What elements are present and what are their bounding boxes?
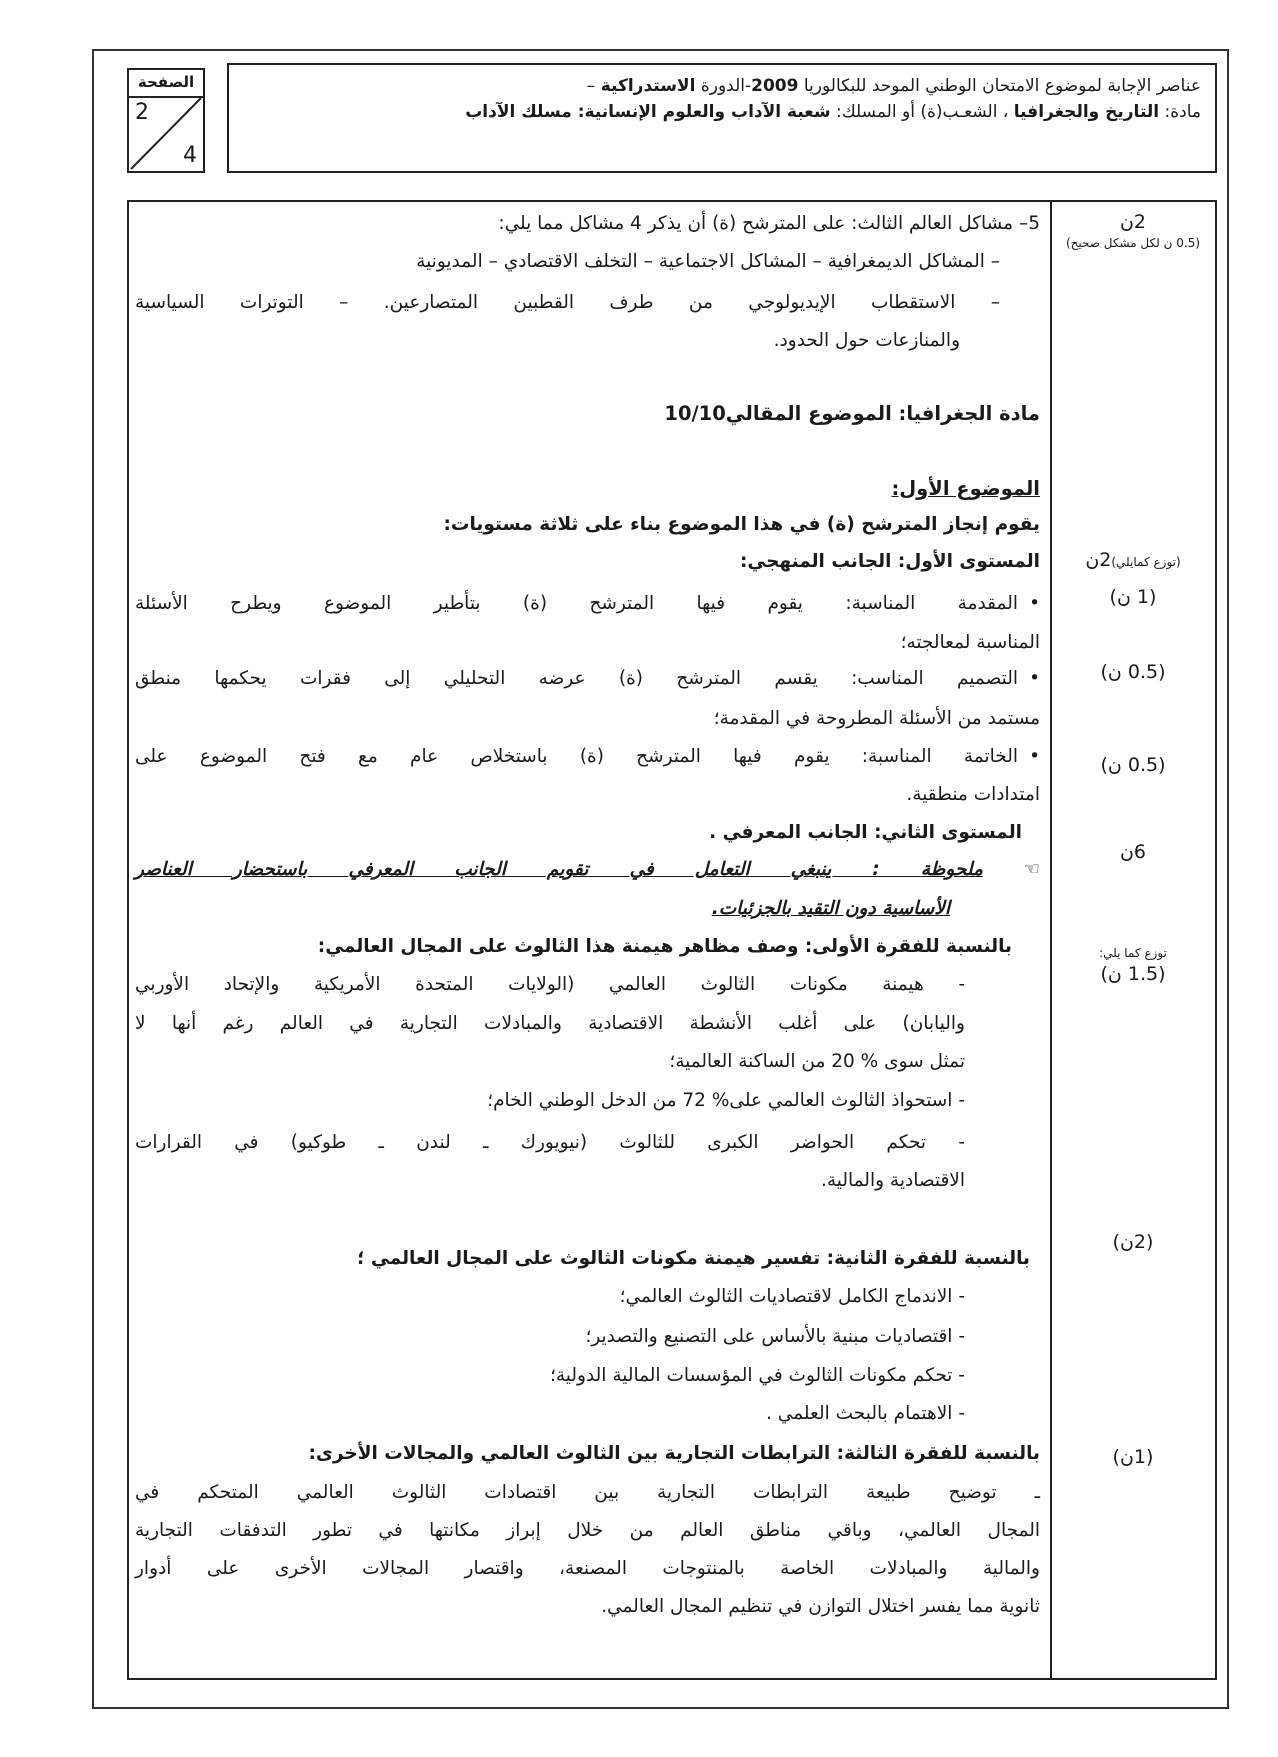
subject: التاريخ والجغرافيا bbox=[1013, 102, 1160, 122]
score-note: (توزع كمايلي) bbox=[1111, 555, 1181, 569]
p3-line-2: المجال العالمي، وباقي مناطق العالم من خلال إبراز مكانتها في تطور التدفقات التجارية bbox=[135, 1520, 1040, 1541]
bullet-icon: • bbox=[1029, 593, 1040, 614]
p1-item-1-cont2: تمثل سوى % 20 من الساكنة العالمية؛ bbox=[669, 1051, 965, 1072]
score-para-3: (1ن) bbox=[1112, 1446, 1154, 1468]
title-suffix: – bbox=[586, 76, 601, 96]
score-level-1 bbox=[1058, 548, 1208, 572]
p2-item-3: - تحكم مكونات الثالوث في المؤسسات المالية الدولية؛ bbox=[550, 1365, 965, 1386]
p2-item-4: - الاهتمام بالبحث العلمي . bbox=[766, 1403, 965, 1424]
exam-year: 2009 bbox=[751, 76, 799, 96]
title-line-2 bbox=[243, 99, 1201, 125]
plan-item-text: التصميم المناسب: يقسم المترشح (ة) عرضه التحليلي إلى فقرات يحكمها منطق bbox=[135, 668, 1018, 689]
p1-item-2: - استحواذ الثالوث العالمي على% 72 من الدخل الوطني الخام؛ bbox=[487, 1090, 965, 1111]
topic-1-title: الموضوع الأول: bbox=[891, 477, 1040, 500]
bullet-icon: • bbox=[1029, 668, 1040, 689]
para-2-heading: بالنسبة للفقرة الثانية: تفسير هيمنة مكونات الثالوث على المجال العالمي ؛ bbox=[357, 1248, 1030, 1269]
levels-intro: يقوم إنجاز المترشح (ة) في هذا الموضوع بناء على ثلاثة مستويات: bbox=[443, 514, 1040, 535]
score-note: توزع كما يلي: bbox=[1099, 946, 1167, 960]
p2-item-2: - اقتصاديات مبنية بالأساس على التصنيع والتصدير؛ bbox=[585, 1326, 965, 1347]
title-prefix: عناصر الإجابة لموضوع الامتحان الوطني الموحد للبكالوريا bbox=[798, 76, 1201, 96]
bullet-icon: • bbox=[1029, 746, 1040, 767]
conclusion-item bbox=[135, 738, 1040, 776]
para-3-heading: بالنسبة للفقرة الثالثة: الترابطات التجارية بين الثالوث العالمي والمجالات الأخرى: bbox=[308, 1443, 1040, 1464]
score-value: 2ن bbox=[1119, 211, 1147, 233]
geo-heading: مادة الجغرافيا: الموضوع المقالي10/10 bbox=[664, 402, 1040, 425]
subject-prefix: مادة: bbox=[1159, 102, 1201, 122]
q5-title: 5– مشاكل العالم الثالث: على المترشح (ة) أن يذكر 4 مشاكل مما يلي: bbox=[498, 213, 1040, 234]
score-q5 bbox=[1058, 210, 1208, 252]
score-para-1 bbox=[1058, 944, 1208, 986]
score-level-2: 6ن bbox=[1119, 841, 1147, 863]
note-text: ملحوظة : ينبغي التعامل في تقويم الجانب المعرفي باستحضار العناصر bbox=[135, 859, 983, 880]
plan-item-cont: مستمد من الأسئلة المطروحة في المقدمة؛ bbox=[713, 708, 1040, 729]
plan-item bbox=[135, 660, 1040, 698]
score-para-2: (2ن) bbox=[1112, 1231, 1154, 1253]
note-cont: الأساسية دون التقيد بالجزئيات. bbox=[711, 898, 950, 919]
q5-item-2-cont: والمنازعات حول الحدود. bbox=[773, 330, 960, 351]
score-note: (0.5 ن لكل مشكل صحيح) bbox=[1065, 236, 1201, 250]
level-2-title: المستوى الثاني: الجانب المعرفي . bbox=[709, 822, 1022, 843]
score-value: 2ن bbox=[1085, 549, 1112, 571]
intro-item bbox=[135, 585, 1040, 623]
branch: شعبة الآداب والعلوم الإنسانية: مسلك الآداب bbox=[465, 102, 831, 122]
score-plan: (0.5 ن) bbox=[1100, 661, 1166, 683]
conclusion-item-cont: امتدادات منطقية. bbox=[906, 784, 1040, 805]
note-line bbox=[135, 851, 1040, 889]
q5-item-1: – المشاكل الديمغرافية – المشاكل الاجتماعية – التخلف الاقتصادي – المديونية bbox=[416, 251, 1000, 272]
p2-item-1: - الاندماج الكامل لاقتصاديات الثالوث العالمي؛ bbox=[619, 1286, 965, 1307]
intro-item-text: المقدمة المناسبة: يقوم فيها المترشح (ة) بتأطير الموضوع ويطرح الأسئلة bbox=[135, 593, 1018, 614]
p1-item-3: - تحكم الحواضر الكبرى للثالوث (نيويورك ـ لندن ـ طوكيو) في القرارات bbox=[135, 1132, 965, 1153]
intro-item-cont: المناسبة لمعالجته؛ bbox=[900, 632, 1040, 653]
exam-title-box bbox=[227, 63, 1217, 173]
score-intro: (1 ن) bbox=[1109, 586, 1157, 608]
para-1-heading: بالنسبة للفقرة الأولى: وصف مظاهر هيمنة هذا الثالوث على المجال العالمي: bbox=[317, 936, 1012, 957]
p3-line-1: ـ توضيح طبيعة الترابطات التجارية بين اقتصادات الثالوث العالمي المتحكم في bbox=[135, 1482, 1040, 1503]
p3-line-4: ثانوية مما يفسر اختلال التوازن في تنظيم المجال العالمي. bbox=[601, 1596, 1040, 1617]
score-conclusion: (0.5 ن) bbox=[1100, 754, 1166, 776]
page-current: 2 bbox=[135, 100, 149, 125]
page-total: 4 bbox=[183, 143, 197, 168]
title-line-1 bbox=[243, 73, 1201, 99]
conclusion-item-text: الخاتمة المناسبة: يقوم فيها المترشح (ة) باستخلاص عام مع فتح الموضوع على bbox=[135, 746, 1018, 767]
pointing-hand-icon: ☜ bbox=[1023, 859, 1040, 880]
page-number-box bbox=[127, 68, 205, 173]
branch-prefix: ، الشعـب(ة) أو المسلك: bbox=[830, 102, 1014, 122]
p1-item-1: - هيمنة مكونات الثالوث العالمي (الولايات المتحدة الأمريكية والإتحاد الأوربي bbox=[135, 974, 965, 995]
score-level-1-line bbox=[1058, 548, 1208, 572]
level-1-title: المستوى الأول: الجانب المنهجي: bbox=[739, 551, 1040, 572]
p3-line-3: والمالية والمبادلات الخاصة بالمنتوجات المصنعة، واقتصار المجالات الأخرى على أدوار bbox=[135, 1558, 1040, 1579]
score-value: (1.5 ن) bbox=[1100, 963, 1166, 985]
title-middle: -الدورة bbox=[695, 76, 752, 96]
p1-item-1-cont: واليابان) على أغلب الأنشطة الاقتصادية والمبادلات التجارية في العالم رغم أنها لا bbox=[135, 1013, 965, 1034]
page-label: الصفحة bbox=[129, 70, 203, 98]
column-divider bbox=[1050, 200, 1052, 1680]
exam-session: الاستدراكية bbox=[600, 76, 696, 96]
q5-item-2: – الاستقطاب الإيديولوجي من طرف القطبين المتصارعين. – التوترات السياسية bbox=[135, 292, 1000, 313]
p1-item-3-cont: الاقتصادية والمالية. bbox=[820, 1170, 965, 1191]
